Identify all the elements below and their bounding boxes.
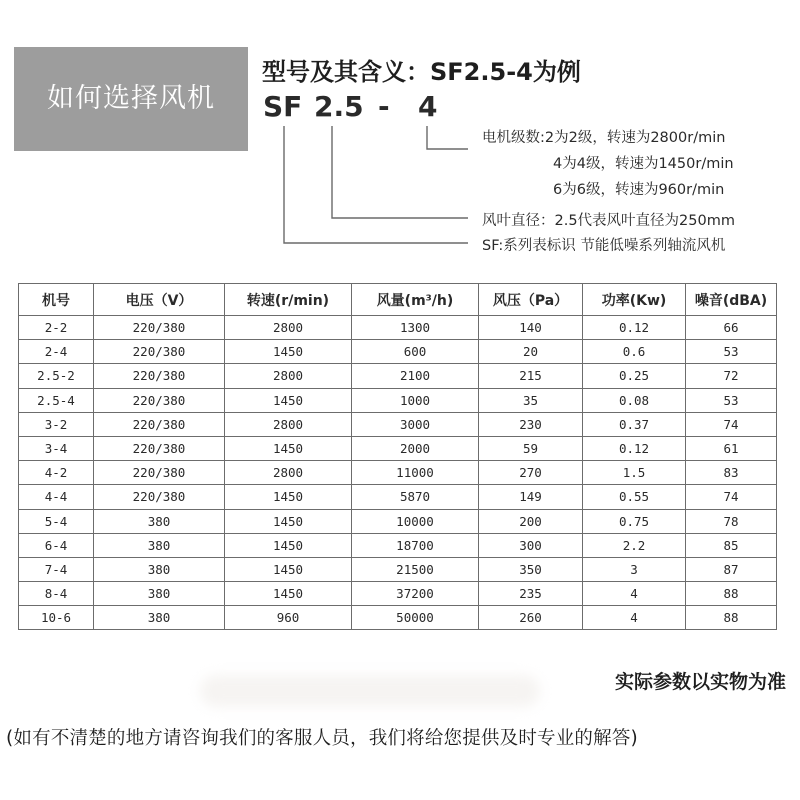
table-cell: 4-2 (19, 461, 94, 485)
header-cell: 电压（V） (94, 284, 225, 316)
table-cell: 50000 (352, 606, 479, 630)
table-cell: 37200 (352, 582, 479, 606)
table-cell: 74 (686, 485, 777, 509)
table-cell: 0.25 (583, 364, 686, 388)
table-row (19, 606, 777, 630)
table-row (19, 557, 777, 581)
table-cell: 78 (686, 509, 777, 533)
table-cell: 0.12 (583, 316, 686, 340)
table-cell: 72 (686, 364, 777, 388)
table-cell: 149 (479, 485, 583, 509)
table-cell: 260 (479, 606, 583, 630)
table-cell: 0.37 (583, 412, 686, 436)
table-cell: 4 (583, 582, 686, 606)
table-cell: 88 (686, 582, 777, 606)
table-cell: 6-4 (19, 533, 94, 557)
table-cell: 2800 (225, 364, 352, 388)
code-size: 2.5 (314, 90, 364, 123)
table-row (19, 582, 777, 606)
table-cell: 1450 (225, 485, 352, 509)
table-cell: 2000 (352, 436, 479, 460)
table-row (19, 533, 777, 557)
table-cell: 2.5-2 (19, 364, 94, 388)
table-cell: 59 (479, 436, 583, 460)
table-cell: 2.2 (583, 533, 686, 557)
table-cell: 1450 (225, 533, 352, 557)
header-cell: 噪音(dBA) (686, 284, 777, 316)
code-poles: 4 (418, 90, 438, 123)
blurred-patch (200, 675, 540, 707)
table-cell: 1300 (352, 316, 479, 340)
table-cell: 220/380 (94, 340, 225, 364)
table-cell: 5870 (352, 485, 479, 509)
table-cell: 0.55 (583, 485, 686, 509)
header-cell: 功率(Kw) (583, 284, 686, 316)
table-cell: 87 (686, 557, 777, 581)
table-cell: 35 (479, 388, 583, 412)
table-cell: 2-2 (19, 316, 94, 340)
table-row (19, 340, 777, 364)
table-cell: 5-4 (19, 509, 94, 533)
table-cell: 83 (686, 461, 777, 485)
motor-poles-line-3: 6为6级，转速为960r/min (553, 182, 725, 198)
table-cell: 220/380 (94, 364, 225, 388)
table-row (19, 412, 777, 436)
table-cell: 2.5-4 (19, 388, 94, 412)
table-cell: 2800 (225, 412, 352, 436)
table-cell: 1450 (225, 509, 352, 533)
table-row (19, 364, 777, 388)
table-cell: 220/380 (94, 388, 225, 412)
table-cell: 220/380 (94, 412, 225, 436)
table-cell: 1450 (225, 436, 352, 460)
table-cell: 4 (583, 606, 686, 630)
table-cell: 350 (479, 557, 583, 581)
table-cell: 1000 (352, 388, 479, 412)
header-cell: 风量(m³/h) (352, 284, 479, 316)
table-cell: 220/380 (94, 436, 225, 460)
table-cell: 215 (479, 364, 583, 388)
table-cell: 380 (94, 509, 225, 533)
table-cell: 0.12 (583, 436, 686, 460)
code-series: SF (263, 90, 303, 123)
table-header-row (19, 284, 777, 316)
table-cell: 61 (686, 436, 777, 460)
table-row (19, 485, 777, 509)
actual-params-note: 实际参数以实物为准 (614, 671, 786, 693)
table-cell: 3000 (352, 412, 479, 436)
table-cell: 220/380 (94, 316, 225, 340)
model-meaning-title: 型号及其含义：SF2.5-4为例 (262, 58, 581, 86)
title-box: 如何选择风机 (14, 47, 248, 151)
table-cell: 66 (686, 316, 777, 340)
table-cell: 53 (686, 340, 777, 364)
series-bracket-line (284, 126, 468, 243)
table-cell: 85 (686, 533, 777, 557)
table-cell: 300 (479, 533, 583, 557)
table-cell: 0.75 (583, 509, 686, 533)
table-cell: 8-4 (19, 582, 94, 606)
table-row (19, 509, 777, 533)
table-cell: 3-4 (19, 436, 94, 460)
size-bracket-line (332, 126, 468, 218)
table-cell: 3-2 (19, 412, 94, 436)
header-cell: 风压（Pa） (479, 284, 583, 316)
table-cell: 380 (94, 533, 225, 557)
header-cell: 转速(r/min) (225, 284, 352, 316)
impeller-diameter-line: 风叶直径：2.5代表风叶直径为250mm (482, 213, 735, 229)
table-cell: 230 (479, 412, 583, 436)
table-cell: 1450 (225, 340, 352, 364)
table-cell: 380 (94, 582, 225, 606)
table-cell: 1.5 (583, 461, 686, 485)
poles-bracket-line (427, 126, 468, 149)
table-row (19, 388, 777, 412)
fan-spec-table (18, 283, 777, 630)
table-cell: 0.08 (583, 388, 686, 412)
table-cell: 1450 (225, 388, 352, 412)
table-cell: 11000 (352, 461, 479, 485)
table-row (19, 461, 777, 485)
table-cell: 200 (479, 509, 583, 533)
table-cell: 140 (479, 316, 583, 340)
table-cell: 380 (94, 606, 225, 630)
table-row (19, 436, 777, 460)
table-cell: 3 (583, 557, 686, 581)
table-row (19, 316, 777, 340)
motor-poles-line-1: 电机级数:2为2级，转速为2800r/min (482, 130, 726, 146)
table-cell: 960 (225, 606, 352, 630)
table-cell: 220/380 (94, 461, 225, 485)
table-cell: 20 (479, 340, 583, 364)
motor-poles-line-2: 4为4级，转速为1450r/min (553, 156, 734, 172)
table-cell: 2800 (225, 461, 352, 485)
table-cell: 4-4 (19, 485, 94, 509)
header-cell: 机号 (19, 284, 94, 316)
table-cell: 21500 (352, 557, 479, 581)
contact-note: (如有不清楚的地方请咨询我们的客服人员，我们将给您提供及时专业的解答) (6, 728, 638, 749)
series-line: SF:系列表标识 节能低噪系列轴流风机 (482, 238, 726, 254)
table-cell: 1450 (225, 557, 352, 581)
table-cell: 2-4 (19, 340, 94, 364)
table-cell: 74 (686, 412, 777, 436)
table-cell: 600 (352, 340, 479, 364)
table-cell: 270 (479, 461, 583, 485)
table-cell: 53 (686, 388, 777, 412)
table-cell: 10000 (352, 509, 479, 533)
table-cell: 2800 (225, 316, 352, 340)
table-cell: 220/380 (94, 485, 225, 509)
table-cell: 0.6 (583, 340, 686, 364)
table-cell: 235 (479, 582, 583, 606)
code-dash: - (378, 90, 390, 123)
table-cell: 10-6 (19, 606, 94, 630)
table-cell: 2100 (352, 364, 479, 388)
table-cell: 18700 (352, 533, 479, 557)
table-cell: 1450 (225, 582, 352, 606)
table-cell: 88 (686, 606, 777, 630)
table-cell: 380 (94, 557, 225, 581)
table-cell: 7-4 (19, 557, 94, 581)
